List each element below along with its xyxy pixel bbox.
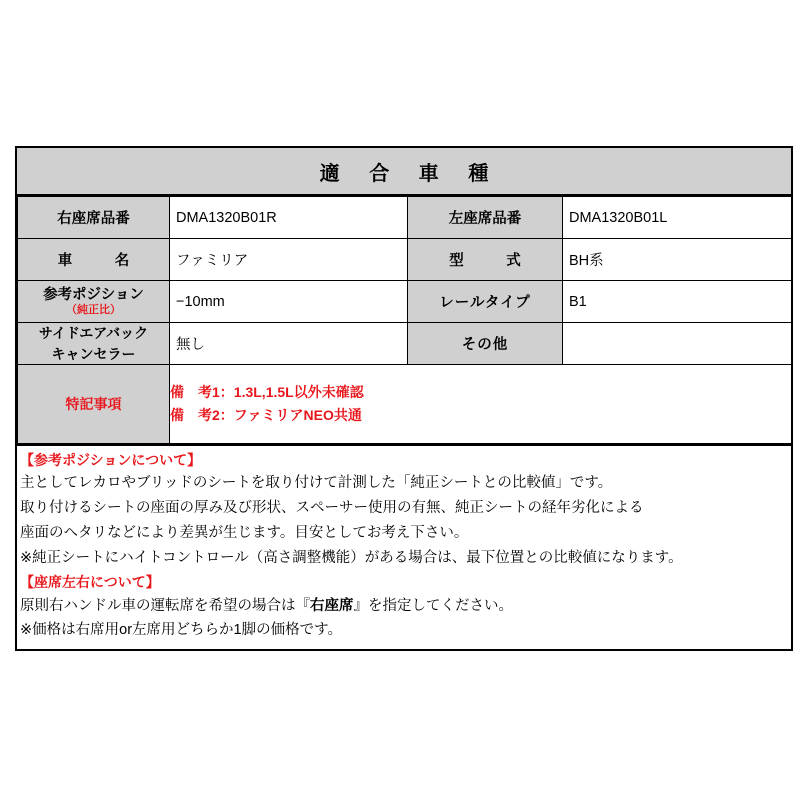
reference-position-label	[18, 281, 170, 323]
seat-side-heading: 【座席左右について】	[20, 574, 160, 591]
description-line-3: 座面のヘタリなどにより差異が生じます。目安としてお考え下さい。	[20, 525, 469, 542]
model-code-value: BH系	[563, 239, 792, 281]
special-notes-row	[18, 365, 792, 444]
seat-side-line-2: ※価格は右席用or左席用どちらか1脚の価格です。	[20, 622, 342, 639]
car-name-label: 車 名	[18, 239, 170, 281]
special-notes-label: 特記事項	[18, 365, 170, 444]
left-seat-part-value: DMA1320B01L	[563, 197, 792, 239]
description-block	[17, 444, 791, 649]
page-title: 適 合 車 種	[319, 162, 501, 185]
side-airbag-canceller-label-line1: サイドエアバック	[38, 325, 149, 342]
side-airbag-canceller-value: 無し	[170, 323, 408, 365]
spec-table	[17, 196, 792, 444]
description-line-1: 主としてレカロやブリッドのシートを取り付けて計測した「純正シートとの比較値」です。	[20, 475, 613, 492]
reference-position-value: −10mm	[170, 281, 408, 323]
side-airbag-canceller-label-line2: キャンセラー	[51, 345, 136, 362]
model-code-label: 型 式	[408, 239, 563, 281]
car-name-value: ファミリア	[170, 239, 408, 281]
special-note-line-1: 備 考1：1.3L,1.5L以外未確認	[170, 384, 364, 401]
seat-side-emphasis: 右座席	[310, 597, 354, 614]
other-value	[563, 323, 792, 365]
side-airbag-canceller-label	[18, 323, 170, 365]
description-line-2: 取り付けるシートの座面の厚み及び形状、スペーサー使用の有無、純正シートの経年劣化による	[20, 500, 644, 517]
special-note-line-2: 備 考2：ファミリアNEO共通	[170, 407, 362, 423]
description-line-4: ※純正シートにハイトコントロール（高さ調整機能）がある場合は、最下位置との比較値になります。	[20, 550, 683, 567]
table-row	[18, 323, 792, 365]
table-row	[18, 281, 792, 323]
reference-position-label-sub: （純正比）	[66, 303, 121, 316]
seat-side-prefix: 原則右ハンドル車の運転席を希望の場合は『	[20, 597, 310, 614]
sheet-title-bar	[17, 148, 791, 196]
table-row	[18, 239, 792, 281]
seat-side-line-1	[20, 594, 791, 619]
special-notes-value	[170, 365, 792, 444]
table-row	[18, 197, 792, 239]
reference-position-label-main: 参考ポジション	[43, 286, 144, 303]
compatibility-sheet	[15, 146, 793, 651]
right-seat-part-label: 右座席品番	[18, 197, 170, 239]
other-label: その他	[408, 323, 563, 365]
rail-type-value: B1	[563, 281, 792, 323]
seat-side-suffix: 』を指定してください。	[353, 597, 513, 614]
reference-position-heading: 【参考ポジションについて】	[20, 452, 202, 468]
left-seat-part-label: 左座席品番	[408, 197, 563, 239]
rail-type-label: レールタイプ	[408, 281, 563, 323]
right-seat-part-value: DMA1320B01R	[170, 197, 408, 239]
